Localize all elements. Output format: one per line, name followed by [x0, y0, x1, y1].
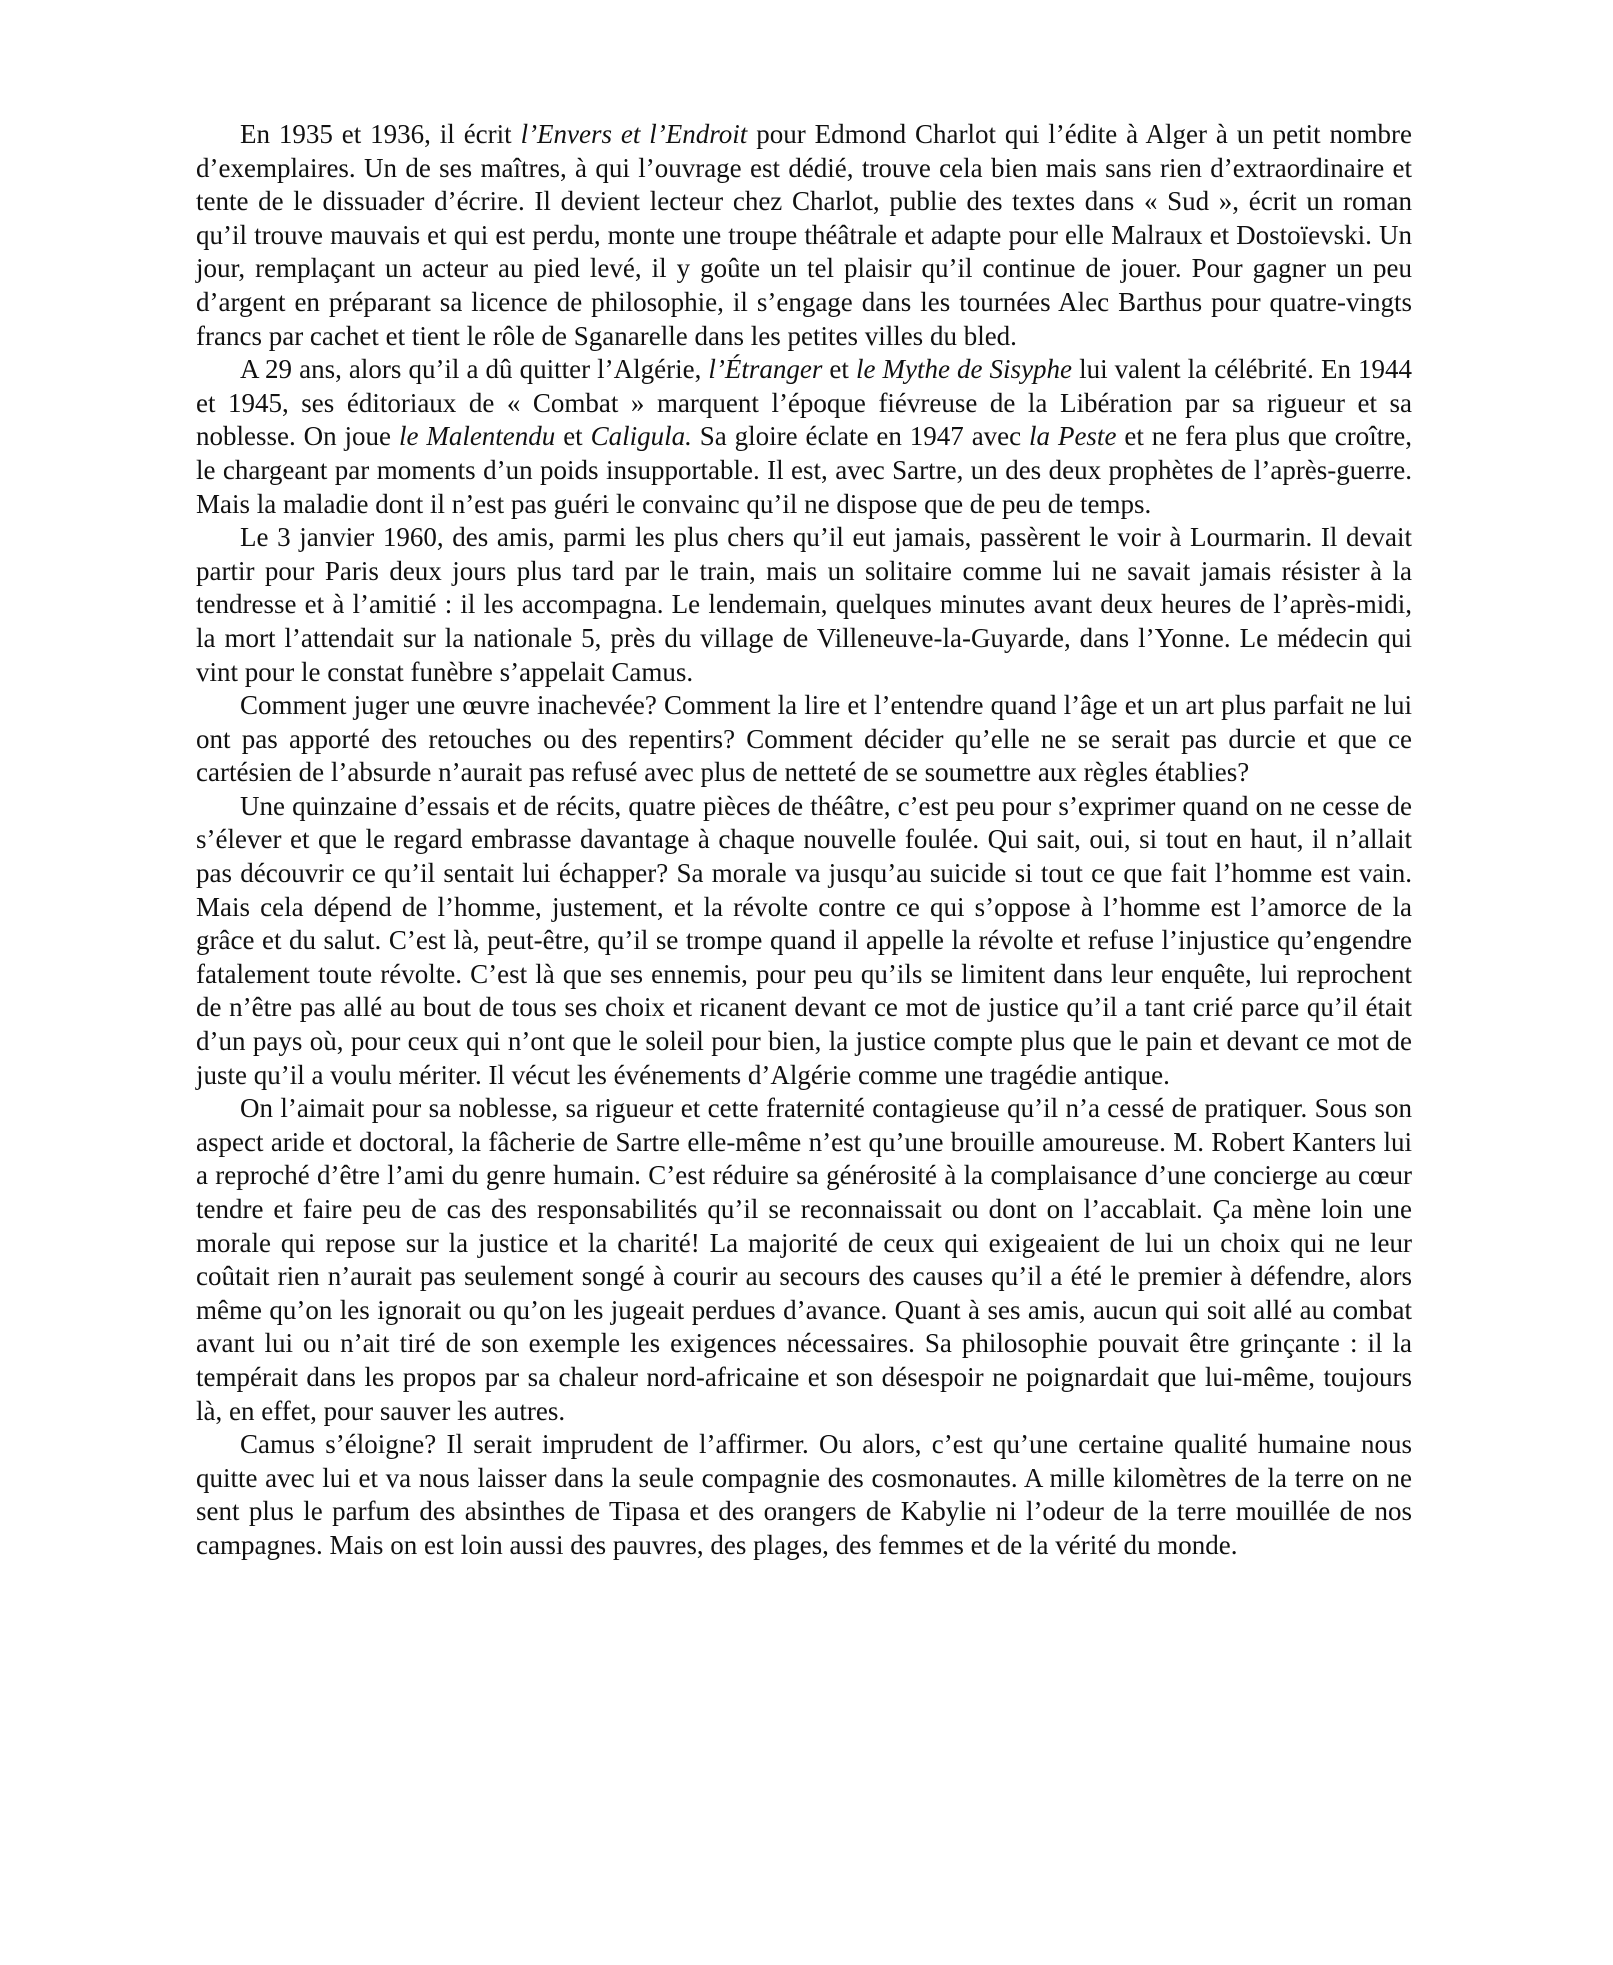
paragraph-3: Le 3 janvier 1960, des amis, parmi les plus chers qu’il eut jamais, passèrent le voir à Lourmarin. Il devait partir pour Paris deux jours plus tard par le train, mais un solitaire comme lui ne savait jamais résister à la tendresse et à l’amitié : il les accompagna. Le lendemain, quelques minutes avant deux heures de l’après-midi, la mort l’attendait sur la nationale 5, près du village de Villeneuve-la-Guyarde, dans l’Yonne. Le médecin qui vint pour le constat funèbre s’appelait Camus. — [196, 522, 1412, 687]
paragraph-6: On l’aimait pour sa noblesse, sa rigueur et cette fraternité contagieuse qu’il n’a cessé de pratiquer. Sous son aspect aride et doctoral, la fâcherie de Sartre elle-même n’est qu’une brouille amoureuse. M. Robert Kanters lui a reproché d’être l’ami du genre humain. C’est réduire sa générosité à la complaisance d’une concierge au cœur tendre et faire peu de cas des responsabilités qu’il se reconnaissait ou dont on l’accablait. Ça mène loin une morale qui repose sur la justice et la charité! La majorité de ceux qui exigeaient de lui un choix qui ne leur coûtait rien n’aurait pas seulement songé à courir au secours des causes qu’il a été le premier à défendre, alors même qu’on les ignorait ou qu’on les jugeait perdues d’avance. Quant à ses amis, aucun qui soit allé au combat avant lui ou n’ait tiré de son exemple les exigences nécessaires. Sa philosophie pouvait être grinçante : il la tempérait dans les propos par sa chaleur nord-africaine et son désespoir ne poignardait que lui-même, toujours là, en effet, pour sauver les autres. — [196, 1093, 1412, 1426]
paragraph-1: En 1935 et 1936, il écrit l’Envers et l’Endroit pour Edmond Charlot qui l’édite à Alger à un petit nombre d’exemplaires. Un de ses maîtres, à qui l’ouvrage est dédié, trouve cela bien mais sans rien d’extraordinaire et tente de le dissuader d’écrire. Il devient lecteur chez Charlot, publie des textes dans « Sud », écrit un roman qu’il trouve mauvais et qui est perdu, monte une troupe théâtrale et adapte pour elle Malraux et Dostoïevski. Un jour, remplaçant un acteur au pied levé, il y goûte un tel plaisir qu’il continue de jouer. Pour gagner un peu d’argent en préparant sa licence de philosophie, il s’engage dans les tournées Alec Barthus pour quatre-vingts francs par cachet et tient le rôle de Sganarelle dans les petites villes du bled. — [196, 119, 1413, 351]
paragraph-2: A 29 ans, alors qu’il a dû quitter l’Algérie, l’Étranger et le Mythe de Sisyphe lui valent la célébrité. En 1944 et 1945, ses éditoriaux de « Combat » marquent l’époque fiévreuse de la Libération par sa rigueur et sa noblesse. On joue le Malentendu et Caligula. Sa gloire éclate en 1947 avec la Peste et ne fera plus que croître, le chargeant par moments d’un poids insupportable. Il est, avec Sartre, un des deux prophètes de l’après-guerre. Mais la maladie dont il n’est pas guéri le convainc qu’il ne dispose que de peu de temps. — [196, 354, 1412, 519]
article-body — [196, 118, 1412, 1563]
paragraph-5: Une quinzaine d’essais et de récits, quatre pièces de théâtre, c’est peu pour s’exprimer quand on ne cesse de s’élever et que le regard embrasse davantage à chaque nouvelle foulée. Qui sait, oui, si tout en haut, il n’allait pas découvrir ce qu’il sentait lui échapper? Sa morale va jusqu’au suicide si tout ce que fait l’homme est vain. Mais cela dépend de l’homme, justement, et la révolte contre ce qui s’oppose à l’homme est l’amorce de la grâce et du salut. C’est là, peut-être, qu’il se trompe quand il appelle la révolte et refuse l’injustice qu’engendre fatalement toute révolte. C’est là que ses ennemis, pour peu qu’ils se limitent dans leur enquête, lui reprochent de n’être pas allé au bout de tous ses choix et ricanent devant ce mot de justice qu’il a tant crié parce qu’il était d’un pays où, pour ceux qui n’ont que le soleil pour bien, la justice compte plus que le pain et devant ce mot de juste qu’il a voulu mériter. Il vécut les événements d’Algérie comme une tragédie antique. — [196, 790, 1412, 1090]
paragraph-7: Camus s’éloigne? Il serait imprudent de l’affirmer. Ou alors, c’est qu’une certaine qualité humaine nous quitte avec lui et va nous laisser dans la seule compagnie des cosmonautes. A mille kilomètres de la terre on ne sent plus le parfum des absinthes de Tipasa et des orangers de Kabylie ni l’odeur de la terre mouillée de nos campagnes. Mais on est loin aussi des pauvres, des plages, des femmes et de la vérité du monde. — [196, 1429, 1412, 1560]
paragraph-4: Comment juger une œuvre inachevée? Comment la lire et l’entendre quand l’âge et un art plus parfait ne lui ont pas apporté des retouches ou des repentirs? Comment décider qu’elle ne se serait pas durcie et que ce cartésien de l’absurde n’aurait pas refusé avec plus de netteté de se soumettre aux règles établies? — [196, 690, 1412, 788]
